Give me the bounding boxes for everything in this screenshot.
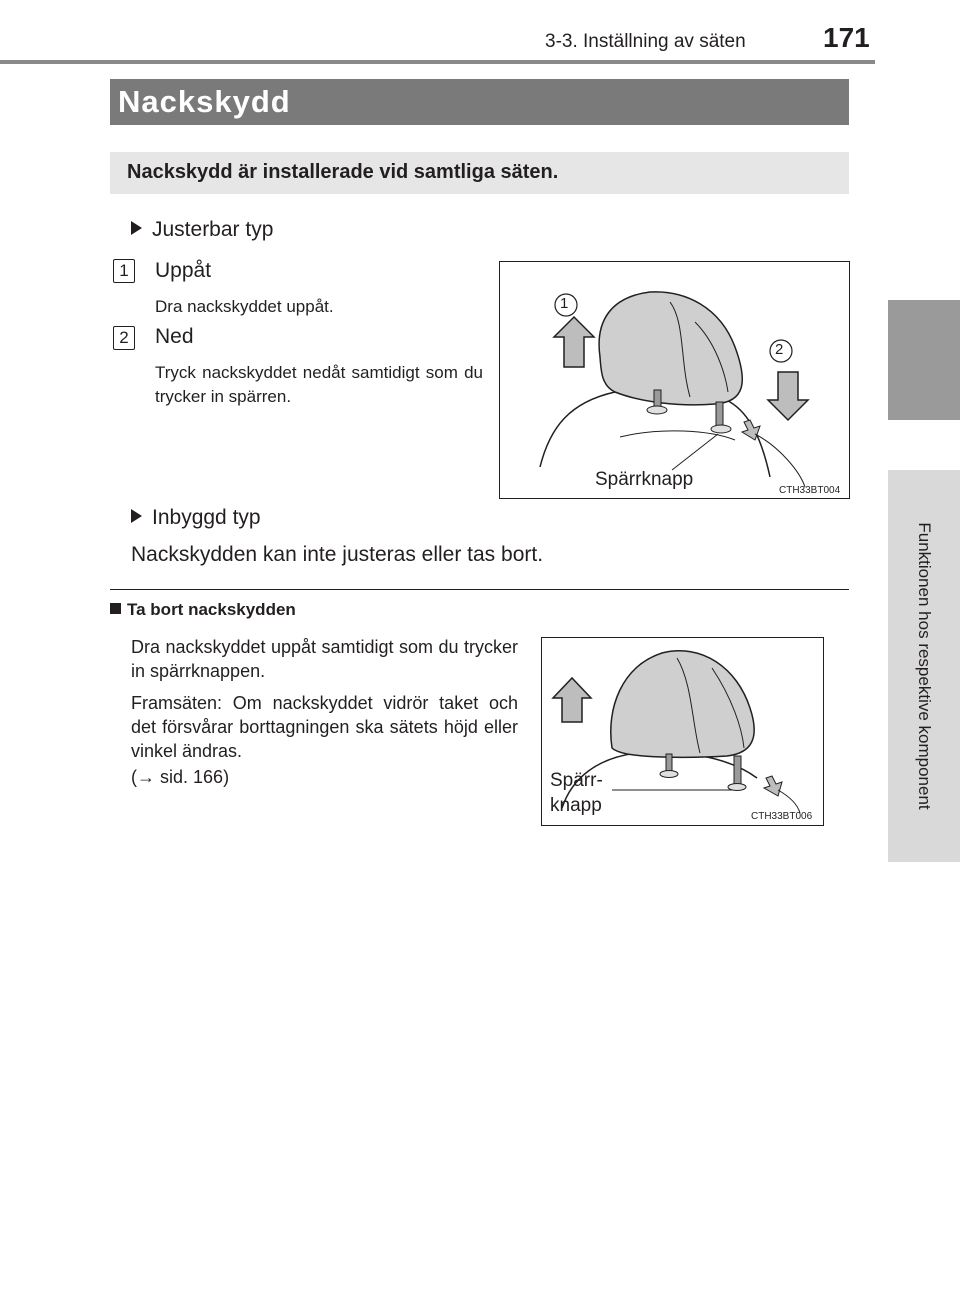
builtin-heading-text: Inbyggd typ <box>152 506 261 529</box>
intro-box <box>110 152 849 194</box>
square-bullet-icon <box>110 603 121 614</box>
header-section-title: 3-3. Inställning av säten <box>545 31 746 52</box>
figure-code: CTH33BT006 <box>751 811 813 822</box>
chapter-tab <box>888 300 960 452</box>
remove-paragraph-2: Framsäten: Om nackskyddet vidrör taket och det försvårar borttagningen ska sätets höjd eller vinkel ändras. <box>131 693 518 761</box>
callout-number: 1 <box>560 295 569 312</box>
step-description: Tryck nackskyddet nedåt samtidigt som du trycker in spärren. <box>155 363 483 406</box>
builtin-text: Nackskydden kan inte justeras eller tas bort. <box>131 543 544 566</box>
page-title: Nackskydd <box>118 84 291 119</box>
page-reference: (→ sid. 166) <box>131 767 230 787</box>
step-description: Dra nackskyddet uppåt. <box>155 297 334 316</box>
step-number-badge: 2 <box>113 326 135 350</box>
page-number: 171 <box>823 22 870 53</box>
page-title-bar <box>110 79 849 125</box>
header-rule <box>0 60 875 64</box>
remove-heading-text: Ta bort nackskydden <box>127 600 296 619</box>
remove-heading <box>110 600 296 620</box>
triangle-bullet-icon <box>131 509 142 523</box>
remove-paragraph-1: Dra nackskyddet uppåt samtidigt som du trycker in spärrknappen. <box>131 637 518 681</box>
step-title: Ned <box>155 325 194 348</box>
callout-number: 2 <box>775 341 784 358</box>
figure-label-line2: knapp <box>550 795 602 816</box>
step-number-badge: 1 <box>113 259 135 283</box>
figure-label-line1: Spärr- <box>550 770 603 791</box>
figure-code: CTH33BT004 <box>779 485 841 496</box>
reference-arrow-icon: → <box>137 767 155 787</box>
adjustable-heading-text: Justerbar typ <box>152 218 274 241</box>
chapter-title-tab <box>888 470 960 862</box>
section-divider <box>110 589 849 590</box>
builtin-heading <box>131 506 261 530</box>
headrest-remove-figure <box>541 637 824 826</box>
triangle-bullet-icon <box>131 221 142 235</box>
adjustable-heading <box>131 218 273 242</box>
intro-text: Nackskydd är installerade vid samtliga säten. <box>127 161 559 183</box>
figure-label: Spärrknapp <box>595 469 694 490</box>
headrest-adjust-figure <box>499 261 850 499</box>
reference-link[interactable]: sid. 166 <box>160 767 224 787</box>
chapter-title: Funktionen hos respektive komponent <box>915 522 934 810</box>
headrest-adjust-illustration <box>500 262 849 498</box>
step-title: Uppåt <box>155 259 212 282</box>
chapter-number: 3 <box>918 432 929 452</box>
